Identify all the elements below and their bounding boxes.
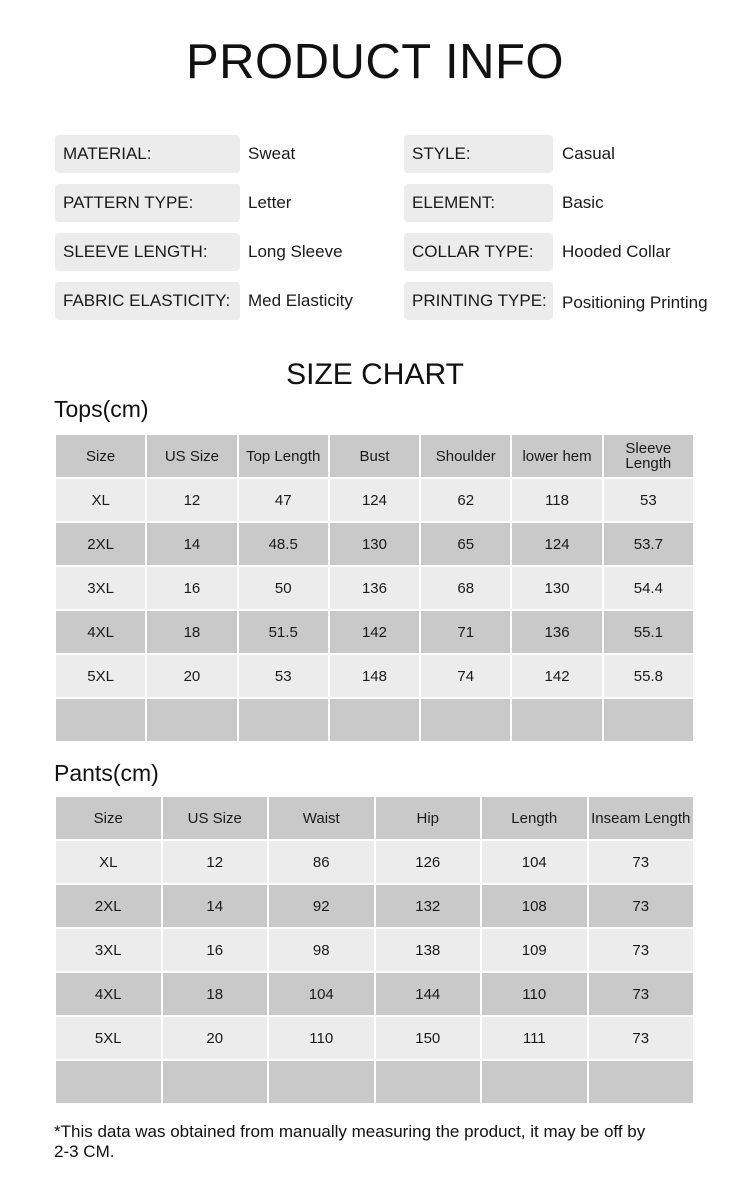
column-header: Hip: [375, 796, 482, 840]
info-label-sleeve-length: SLEEVE LENGTH:: [55, 233, 240, 271]
table-cell: 108: [481, 884, 588, 928]
column-header: Size: [55, 434, 146, 478]
column-header: lower hem: [511, 434, 602, 478]
column-header: Length: [481, 796, 588, 840]
table-cell: 12: [146, 478, 237, 522]
table-cell: 124: [329, 478, 420, 522]
table-cell: 86: [268, 840, 375, 884]
table-cell: 53: [603, 478, 694, 522]
table-cell: 136: [511, 610, 602, 654]
table-cell: 5XL: [55, 1016, 162, 1060]
table-row: [55, 928, 694, 972]
column-header: Inseam Length: [588, 796, 695, 840]
table-cell: [268, 1060, 375, 1104]
table-cell: 98: [268, 928, 375, 972]
table-cell: 110: [481, 972, 588, 1016]
info-label-material: MATERIAL:: [55, 135, 240, 173]
table-row: [55, 654, 694, 698]
table-cell: 54.4: [603, 566, 694, 610]
info-label-fabric-elasticity: FABRIC ELASTICITY:: [55, 282, 240, 320]
table-cell: 55.8: [603, 654, 694, 698]
tops-caption: Tops(cm): [54, 396, 149, 422]
table-cell: 5XL: [55, 654, 146, 698]
table-cell: 20: [146, 654, 237, 698]
table-row: [55, 884, 694, 928]
table-cell: 126: [375, 840, 482, 884]
table-cell: 74: [420, 654, 511, 698]
table-cell: 104: [268, 972, 375, 1016]
table-row: [55, 610, 694, 654]
table-cell: 104: [481, 840, 588, 884]
table-cell: 73: [588, 884, 695, 928]
table-cell: 53.7: [603, 522, 694, 566]
table-cell: 142: [329, 610, 420, 654]
column-header: Sleeve Length: [603, 434, 694, 478]
table-cell: [511, 698, 602, 742]
table-cell: 150: [375, 1016, 482, 1060]
table-cell: 3XL: [55, 928, 162, 972]
table-cell: 130: [511, 566, 602, 610]
column-header: US Size: [146, 434, 237, 478]
table-cell: 144: [375, 972, 482, 1016]
table-cell: 47: [238, 478, 329, 522]
table-cell: 62: [420, 478, 511, 522]
table-cell: 138: [375, 928, 482, 972]
size-chart-title: SIZE CHART: [286, 358, 464, 391]
column-header: Top Length: [238, 434, 329, 478]
table-cell: 136: [329, 566, 420, 610]
table-row: [55, 840, 694, 884]
table-cell: 130: [329, 522, 420, 566]
table-cell: 68: [420, 566, 511, 610]
table-cell: 4XL: [55, 610, 146, 654]
table-cell: 111: [481, 1016, 588, 1060]
table-cell: [588, 1060, 695, 1104]
table-cell: 109: [481, 928, 588, 972]
table-cell: [329, 698, 420, 742]
table-cell: [146, 698, 237, 742]
column-header: Bust: [329, 434, 420, 478]
table-cell: 4XL: [55, 972, 162, 1016]
table-row: [55, 972, 694, 1016]
info-value-element: Basic: [562, 193, 604, 212]
table-cell: 73: [588, 1016, 695, 1060]
table-cell: 73: [588, 928, 695, 972]
table-cell: [55, 1060, 162, 1104]
info-value-material: Sweat: [248, 144, 296, 163]
table-cell: [162, 1060, 269, 1104]
table-cell: 50: [238, 566, 329, 610]
column-header: US Size: [162, 796, 269, 840]
table-cell: 92: [268, 884, 375, 928]
table-row-empty: [55, 1060, 694, 1104]
table-cell: 20: [162, 1016, 269, 1060]
info-label-pattern-type: PATTERN TYPE:: [55, 184, 240, 222]
info-value-printing-type: Positioning Printing: [562, 293, 708, 312]
table-cell: 48.5: [238, 522, 329, 566]
column-header: Waist: [268, 796, 375, 840]
table-cell: 124: [511, 522, 602, 566]
table-cell: [481, 1060, 588, 1104]
page-title: PRODUCT INFO: [185, 35, 565, 89]
table-cell: [420, 698, 511, 742]
table-cell: 55.1: [603, 610, 694, 654]
info-value-fabric-elasticity: Med Elasticity: [248, 291, 353, 310]
table-cell: 16: [162, 928, 269, 972]
table-cell: 73: [588, 840, 695, 884]
table-cell: 18: [162, 972, 269, 1016]
info-value-sleeve-length: Long Sleeve: [248, 242, 343, 261]
table-row: [55, 566, 694, 610]
info-label-collar-type: COLLAR TYPE:: [404, 233, 553, 271]
info-label-printing-type: PRINTING TYPE:: [404, 282, 553, 320]
pants-size-table: [54, 795, 695, 1105]
table-cell: XL: [55, 478, 146, 522]
info-value-style: Casual: [562, 144, 615, 163]
table-cell: 142: [511, 654, 602, 698]
table-row-empty: [55, 698, 694, 742]
info-label-element: ELEMENT:: [404, 184, 553, 222]
column-header: Shoulder: [420, 434, 511, 478]
table-cell: 73: [588, 972, 695, 1016]
table-row: [55, 1016, 694, 1060]
table-header-row: [55, 434, 694, 478]
info-value-pattern-type: Letter: [248, 193, 292, 212]
table-cell: 2XL: [55, 522, 146, 566]
info-label-style: STYLE:: [404, 135, 553, 173]
pants-caption: Pants(cm): [54, 760, 159, 786]
table-cell: 18: [146, 610, 237, 654]
table-cell: 2XL: [55, 884, 162, 928]
table-cell: 14: [162, 884, 269, 928]
table-cell: 118: [511, 478, 602, 522]
column-header: Size: [55, 796, 162, 840]
table-cell: 12: [162, 840, 269, 884]
table-cell: 71: [420, 610, 511, 654]
table-row: [55, 522, 694, 566]
table-cell: 14: [146, 522, 237, 566]
table-cell: [603, 698, 694, 742]
table-cell: 132: [375, 884, 482, 928]
table-row: [55, 478, 694, 522]
table-cell: [55, 698, 146, 742]
table-cell: 3XL: [55, 566, 146, 610]
table-cell: 65: [420, 522, 511, 566]
table-cell: 53: [238, 654, 329, 698]
table-cell: [375, 1060, 482, 1104]
table-cell: XL: [55, 840, 162, 884]
product-info-grid: [0, 0, 750, 330]
table-cell: 16: [146, 566, 237, 610]
table-cell: [238, 698, 329, 742]
table-cell: 148: [329, 654, 420, 698]
tops-size-table: [54, 433, 695, 743]
table-cell: 51.5: [238, 610, 329, 654]
info-value-collar-type: Hooded Collar: [562, 242, 671, 261]
measurement-footnote: *This data was obtained from manually measuring the product, it may be off by 2-3 CM.: [54, 1122, 646, 1161]
table-cell: 110: [268, 1016, 375, 1060]
table-header-row: [55, 796, 694, 840]
